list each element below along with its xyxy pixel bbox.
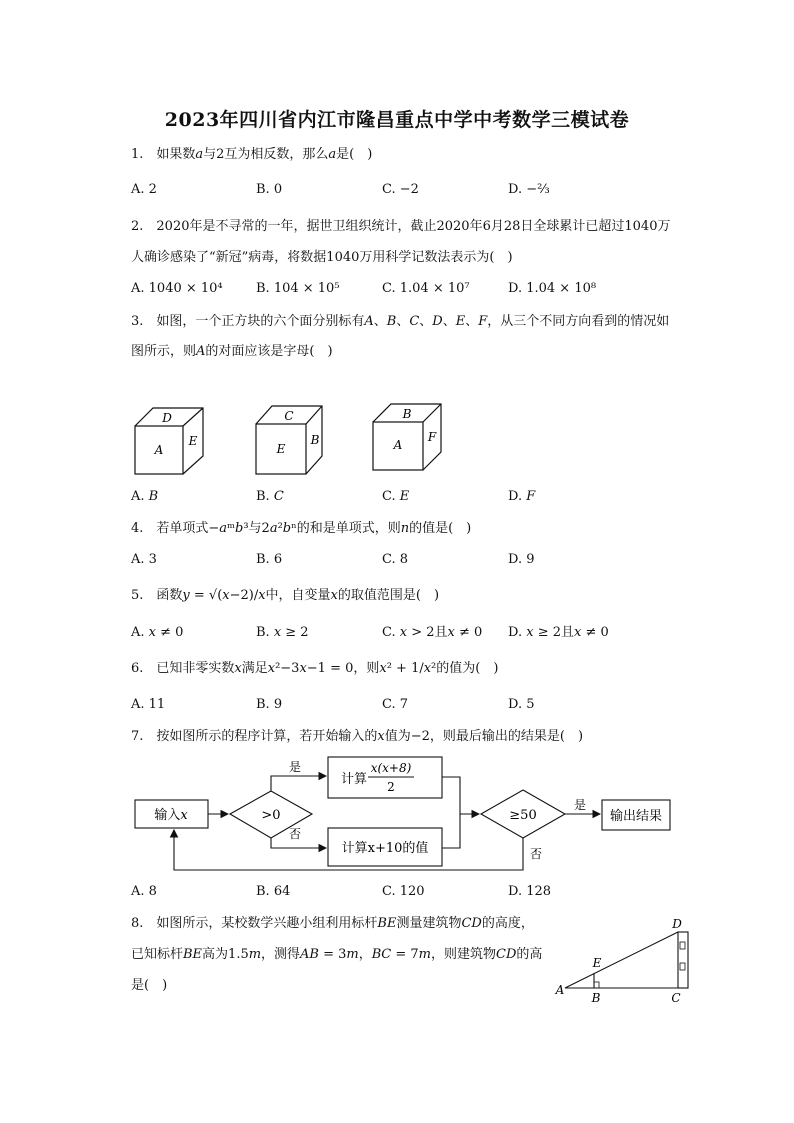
option-b: B. 9 [256,697,283,712]
option-b: B. 𝐶 [256,489,284,504]
point-a-label: A [555,983,565,997]
page-title: 2023年四川省内江市隆昌重点中学中考数学三模试卷 [164,109,630,131]
option-b: B. 6 [256,552,283,567]
cube-1-top-label: D [162,411,172,425]
question-8-line-2: 已知标杆𝐵𝐸高为1.5𝑚，测得𝐴𝐵 = 3𝑚，𝐵𝐶 = 7𝑚，则建筑物𝐶𝐷的高 [131,947,543,962]
option-c: C. 8 [382,552,409,567]
point-e-label: E [592,956,602,970]
flow-calc-1-prefix: 计算 [340,772,368,787]
option-a: A. 3 [131,552,157,567]
option-d: D. 𝑥 ≥ 2且𝑥 ≠ 0 [508,625,609,640]
cube-views-figure [125,398,455,483]
option-d: D. 1.04 × 10⁸ [508,281,597,296]
question-8-line-1: 8. 如图所示，某校数学兴趣小组利用标杆𝐵𝐸测量建筑物𝐶𝐷的高度， [131,916,534,931]
option-d: D. 128 [508,884,552,899]
option-c: C. 1.04 × 10⁷ [382,281,470,296]
option-a: A. 2 [131,182,157,197]
option-d: D. −⅔ [508,182,550,197]
option-c: C. 120 [382,884,425,899]
question-3-line-1: 3. 如图，一个正方块的六个面分别标有𝐴、𝐵、𝐶、𝐷、𝐸、𝐹，从三个不同方向看到的情况如 [131,314,670,329]
option-b: B. 𝑥 ≥ 2 [256,625,309,640]
option-d: D. 9 [508,552,535,567]
question-3-line-2: 图所示，则𝐴的对面应该是字母( ) [131,344,333,359]
flow-calc-1-denominator: 2 [387,780,395,794]
cube-2-front-label: E [276,442,286,456]
question-2-line-1: 2. 2020年是不寻常的一年，据世卫组织统计，截止2020年6月28日全球累计已超过1040万 [131,219,671,234]
option-c: C. 7 [382,697,409,712]
question-5-options [131,624,651,642]
option-c: C. −2 [382,182,419,197]
option-c: C. 𝑥 > 2且𝑥 ≠ 0 [382,625,483,640]
option-d: D. 𝐹 [508,489,536,504]
building-measurement-figure [550,915,695,1007]
question-7-options [131,883,651,901]
option-b: B. 0 [256,182,283,197]
flow-condition-2: ≥50 [509,808,537,823]
cube-3-top-label: B [402,407,412,421]
option-d: D. 5 [508,697,535,712]
cube-3-front-label: A [393,438,403,452]
flow-no-label-1: 否 [288,827,302,841]
flow-yes-label-2: 是 [573,798,587,812]
option-a: A. 11 [131,697,166,712]
question-2-options [131,280,651,298]
option-a: A. 𝐵 [131,489,159,504]
option-a: A. 8 [131,884,157,899]
flow-input-label: 输入𝑥 [154,808,188,823]
cube-2-side-label: B [310,433,320,447]
cube-2 [256,406,322,474]
question-6-text: 6. 已知非零实数𝑥满足𝑥²−3𝑥−1 = 0，则𝑥² + 1/𝑥²的值为( ) [131,661,499,676]
question-2-line-2: 人确诊感染了“新冠”病毒，将数据1040万用科学记数法表示为( ) [131,250,513,265]
cube-1-front-label: A [154,443,164,457]
question-3-options [131,488,651,506]
option-c: C. 𝐸 [382,489,410,504]
question-6-options [131,696,651,714]
option-b: B. 104 × 10⁵ [256,281,340,296]
question-5-text: 5. 函数𝑦 = √(𝑥−2)/𝑥中，自变量𝑥的取值范围是( ) [131,588,440,603]
flow-calc-1-numerator: x(x+8) [370,761,412,775]
question-1-text: 1. 如果数𝑎与2互为相反数，那么𝑎是( ) [131,147,373,162]
question-7-text: 7. 按如图所示的程序计算，若开始输入的𝑥值为−2，则最后输出的结果是( ) [131,729,584,744]
flow-output-label: 输出结果 [609,809,663,824]
point-c-label: C [671,991,681,1005]
flow-yes-label-1: 是 [288,760,302,774]
cube-3 [373,404,441,470]
point-b-label: B [591,991,601,1005]
option-a: A. 𝑥 ≠ 0 [131,625,184,640]
flow-condition-1: >0 [261,808,281,823]
cube-3-side-label: F [427,430,437,444]
option-b: B. 64 [256,884,291,899]
cube-2-top-label: C [284,409,294,423]
flow-no-label-2: 否 [529,847,543,861]
question-1-options [131,181,651,199]
point-d-label: D [672,917,682,931]
cube-1 [135,408,203,474]
program-flowchart [130,752,675,877]
question-4-options [131,551,651,569]
question-4-text: 4. 若单项式−𝑎ᵐ𝑏³与2𝑎²𝑏ⁿ的和是单项式，则𝑛的值是( ) [131,521,472,536]
question-8-line-3: 是( ) [131,978,168,993]
option-a: A. 1040 × 10⁴ [131,281,223,296]
flow-calc-2-label: 计算x+10的值 [341,841,429,856]
cube-1-side-label: E [188,434,198,448]
